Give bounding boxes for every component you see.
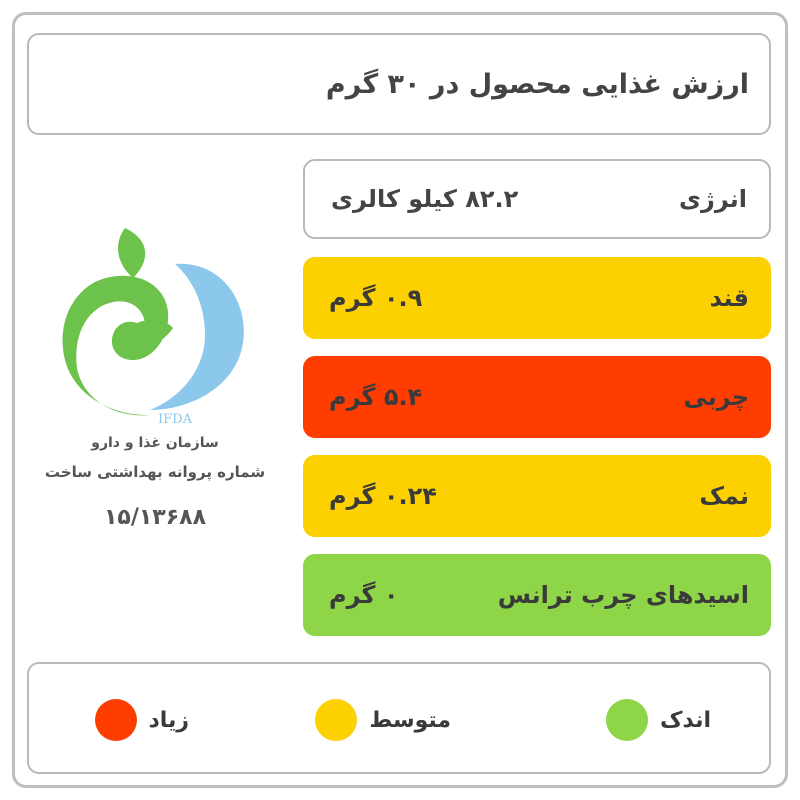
legend-low	[606, 664, 711, 776]
trans-fat-value: ۰ گرم	[329, 581, 399, 609]
sugar-label: قند	[709, 284, 749, 312]
ifda-logo-text: IFDA	[158, 412, 192, 427]
row-fat	[303, 356, 771, 438]
salt-value: ۰.۲۴ گرم	[329, 482, 437, 510]
org-name: سازمان غذا و دارو	[91, 435, 219, 451]
trans-fat-label: اسیدهای چرب ترانس	[497, 581, 749, 609]
ifda-apple-logo	[55, 220, 255, 430]
fat-label: چربی	[683, 383, 749, 411]
fat-value: ۵.۴ گرم	[329, 383, 423, 411]
row-energy	[303, 159, 771, 239]
row-salt	[303, 455, 771, 537]
legend-medium-label: متوسط	[369, 707, 451, 733]
license-label: شماره پروانه بهداشتی ساخت	[44, 463, 266, 481]
sugar-value: ۰.۹ گرم	[329, 284, 423, 312]
legend-high	[95, 664, 189, 776]
energy-value: ۸۲.۲ کیلو کالری	[331, 185, 519, 213]
salt-label: نمک	[699, 482, 749, 510]
legend-low-dot	[606, 699, 648, 741]
legend-high-dot	[95, 699, 137, 741]
title-box	[27, 33, 771, 135]
legend-medium	[315, 664, 451, 776]
row-trans-fat	[303, 554, 771, 636]
level-legend	[27, 662, 771, 774]
nutrition-title: ارزش غذایی محصول در ۳۰ گرم	[325, 68, 749, 100]
legend-high-label: زیاد	[148, 707, 189, 733]
row-sugar	[303, 257, 771, 339]
energy-label: انرژی	[679, 185, 747, 213]
legend-medium-dot	[315, 699, 357, 741]
legend-low-label: اندک	[659, 707, 711, 733]
license-number: ۱۵/۱۳۶۸۸	[103, 505, 207, 530]
